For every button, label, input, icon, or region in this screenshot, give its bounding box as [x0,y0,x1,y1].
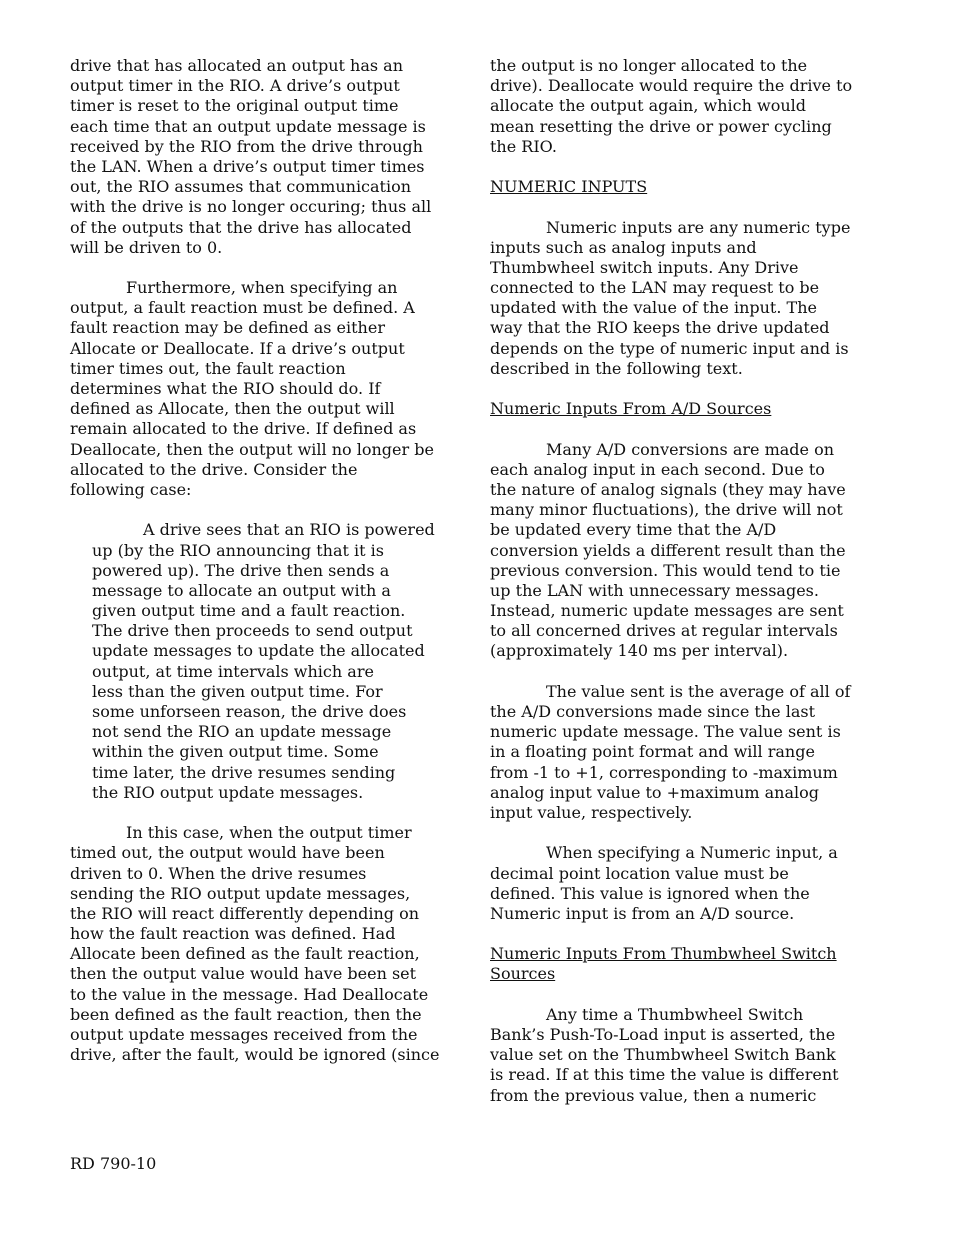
case-description [70,520,450,803]
paragraph-thumbwheel [490,1005,874,1106]
text-line: Allocate been defined as the fault reaction, [70,944,420,964]
text-line: out, the RIO assumes that communication [70,177,412,197]
text-line: Deallocate, then the output will no longer be [70,439,434,459]
text-line: up (by the RIO announcing that it is [92,540,384,560]
text-line: allocated to the drive. Consider the [70,459,358,479]
text-line: When specifying a Numeric input, a [546,843,838,863]
text-line: Many A/D conversions are made on [546,439,835,459]
text-line: mean resetting the drive or power cycling [490,116,832,136]
heading-line: Sources [490,964,556,984]
subsection-heading-thumbwheel [490,944,874,984]
paragraph-gap [490,157,874,177]
subsection-heading-ad-sources: Numeric Inputs From A/D Sources [490,399,772,419]
text-line: Any time a Thumbwheel Switch [546,1004,804,1024]
text-line: In this case, when the output timer [126,823,412,843]
text-line: Numeric input is from an A/D source. [490,903,795,923]
text-line: value set on the Thumbwheel Switch Bank [490,1045,836,1065]
text-line: allocate the output again, which would [490,96,806,116]
paragraph-gap [490,662,874,682]
text-line: each time that an output update message is [70,116,426,136]
paragraph-fault-reaction [70,278,450,500]
text-line: decimal point location value must be [490,863,789,883]
text-line: message to allocate an output with a [92,580,391,600]
text-line: drive that has allocated an output has an [70,56,404,75]
text-line: Allocate or Deallocate. If a drive’s output [70,338,405,358]
text-line: be updated every time that the A/D [490,520,777,540]
paragraph-gap [490,379,874,399]
text-line: received by the RIO from the drive through [70,136,423,156]
text-line: (approximately 140 ms per interval). [490,641,789,661]
text-line: will be driven to 0. [70,237,223,257]
text-line: connected to the LAN may request to be [490,278,820,298]
text-line: timed out, the output would have been [70,843,385,863]
text-line: to the value in the message. Had Deallocate [70,984,429,1004]
text-line: output, a fault reaction must be defined. A [70,298,415,318]
text-line: remain allocated to the drive. If defined as [70,419,417,439]
text-line: described in the following text. [490,358,743,378]
text-line: the RIO output update messages. [92,782,364,802]
left-column [70,56,450,1065]
text-line: driven to 0. When the drive resumes [70,863,367,883]
paragraph-gap [70,500,450,520]
paragraph-gap [490,924,874,944]
text-line: input value, respectively. [490,802,693,822]
text-line: some unforseen reason, the drive does [92,702,407,721]
text-line: Thumbwheel switch inputs. Any Drive [490,257,799,277]
text-line: how the fault reaction was defined. Had [70,924,396,944]
text-line: the output is no longer allocated to the [490,56,808,75]
text-line: A drive sees that an RIO is powered [143,520,435,540]
text-line: Bank’s Push-To-Load input is asserted, the [490,1025,836,1044]
text-line: the RIO will react differently depending on [70,903,420,923]
paragraph-deallocate [490,56,874,157]
text-line: not send the RIO an update message [92,722,392,742]
paragraph-case-outcome [70,823,450,1065]
text-line: to all concerned drives at regular intervals [490,621,838,641]
text-line: output update messages received from the [70,1025,418,1044]
text-line: timer times out, the fault reaction [70,358,346,378]
text-line: defined. This value is ignored when the [490,883,810,903]
text-line: depends on the type of numeric input and is [490,338,849,358]
text-line: analog input value to +maximum analog [490,782,820,802]
text-line: each analog input in each second. Due to [490,459,825,479]
paragraph-numeric-inputs [490,218,874,380]
paragraph-ad-conversions [490,440,874,662]
text-line: defined as Allocate, then the output will [70,399,395,419]
text-line: up the LAN with unnecessary messages. [490,580,819,600]
text-line: following case: [70,479,192,499]
text-line: the A/D conversions made since the last [490,702,816,721]
text-line: given output time and a fault reaction. [92,601,406,621]
text-line: drive). Deallocate would require the drive to [490,76,853,96]
paragraph-value-sent [490,682,874,823]
text-line: less than the given output time. For [92,681,383,701]
text-line: sending the RIO output update messages, [70,883,411,903]
text-line: timer is reset to the original output time [70,96,399,116]
paragraph-decimal-point [490,843,874,924]
text-line: drive, after the fault, would be ignored (since [70,1045,440,1065]
text-line: inputs such as analog inputs and [490,237,757,257]
text-line: Furthermore, when specifying an [126,278,398,298]
section-heading-numeric-inputs: NUMERIC INPUTS [490,177,648,197]
paragraph-gap [490,985,874,1005]
text-line: fault reaction may be defined as either [70,318,385,338]
page-footer-doc-id: RD 790-10 [70,1154,157,1173]
text-line: many minor fluctuations), the drive will not [490,500,843,520]
text-line: numeric update message. The value sent is [490,722,841,742]
text-line: within the given output time. Some [92,742,379,762]
text-line: from the previous value, then a numeric [490,1085,817,1105]
text-line: output, at time intervals which are [92,661,374,681]
text-line: the nature of analog signals (they may have [490,479,846,499]
paragraph-output-timer [70,56,450,258]
text-line: determines what the RIO should do. If [70,379,381,398]
paragraph-gap [490,823,874,843]
right-column [490,56,874,1106]
text-line: Instead, numeric update messages are sent [490,601,844,621]
text-line: been defined as the fault reaction, then the [70,1004,422,1024]
paragraph-gap [70,258,450,278]
text-line: the RIO. [490,136,557,156]
text-line: with the drive is no longer occuring; thus all [70,197,432,217]
text-line: time later, the drive resumes sending [92,762,396,782]
text-line: output timer in the RIO. A drive’s output [70,76,400,96]
text-line: The value sent is the average of all of [546,681,851,701]
paragraph-gap [490,419,874,439]
text-line: of the outputs that the drive has allocated [70,217,412,237]
text-line: is read. If at this time the value is different [490,1065,839,1085]
text-line: from -1 to +1, corresponding to -maximum [490,762,838,782]
text-line: previous conversion. This would tend to tie [490,560,841,580]
text-line: powered up). The drive then sends a [92,560,390,580]
paragraph-gap [490,197,874,217]
text-line: the LAN. When a drive’s output timer times [70,156,425,176]
text-line: The drive then proceeds to send output [92,621,413,641]
text-line: updated with the value of the input. The [490,298,817,318]
text-line: way that the RIO keeps the drive updated [490,318,830,338]
heading-line: Numeric Inputs From Thumbwheel Switch [490,944,837,964]
text-line: update messages to update the allocated [92,641,425,661]
paragraph-gap [70,803,450,823]
text-line: Numeric inputs are any numeric type [546,217,851,237]
text-line: conversion yields a different result than the [490,540,846,560]
text-line: then the output value would have been set [70,964,417,984]
text-line: in a floating point format and will range [490,742,815,762]
